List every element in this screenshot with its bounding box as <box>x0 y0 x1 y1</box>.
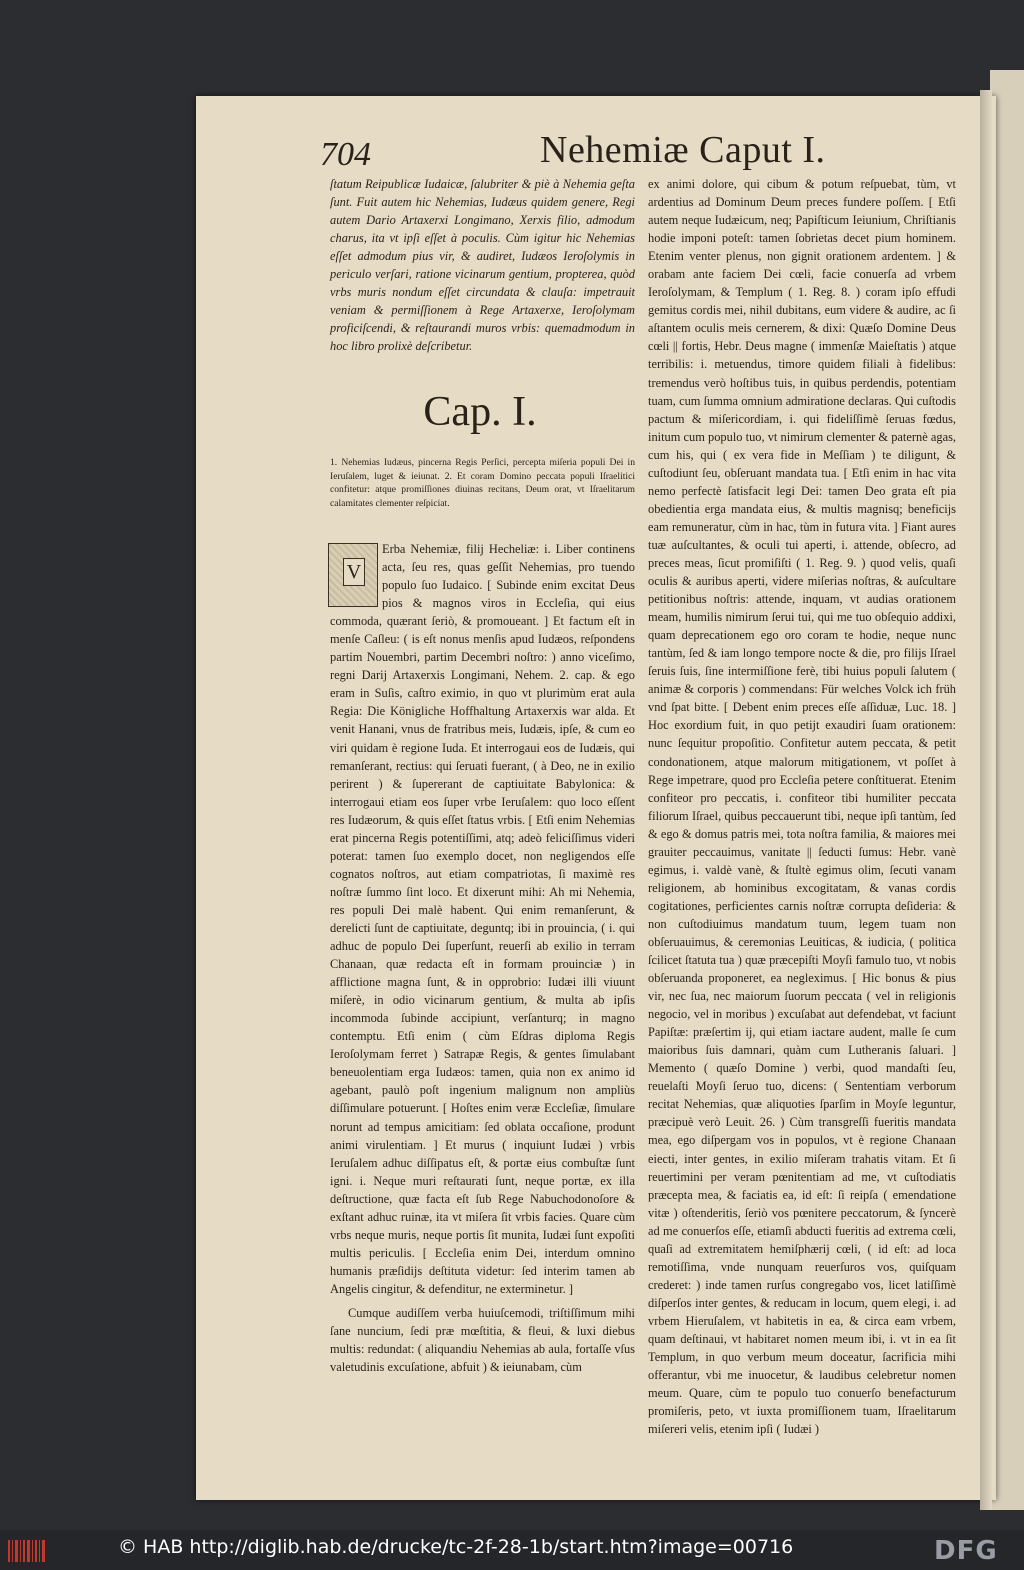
running-title: Nehemiæ Caput I. <box>540 129 826 171</box>
dfg-logo: DFG <box>934 1536 998 1566</box>
right-column-body <box>648 175 956 1438</box>
introduction-text <box>330 175 635 355</box>
body-paragraph: ex animi dolore, qui cibum & potum reſpuebat, tùm, vt ardentius ad Dominum Deum preces fundere poſſem. [ Etſi autem neque Iudæicum, neq; Papiſticum Ieiunium, Chriſtianis hodie imponi poteſt: tamen ſobrietas decet pium hominem. Etenim venter plenus, non gignit orationem ardentem. ] & orabam ante faciem Dei cœli, facie conuerſa ad vrbem Ieroſolymam, & Templum ( 1. Reg. 8. ) coram ipſo effudi gemitus cordis mei, nihil dubitans, eum videre & audire, ac ſi aſtantem oculis meis cernerem, & dixi: Quæſo Domine Deus cœli || fortis, Hebr. Deus magne ( immenſæ Maieſtatis ) atque terribilis: i. metuendus, timore quidem filiali à fidelibus: tremendus verò hoſtibus tuis, in quibus perdendis, potentiam tuam, cum ſumma omnium admiratione declaras. Qui cuſtodis pactum & miſericordiam, i. qui fideliſſimè ſeruas fœdus, initum cum populo tuo, vt nimirum clementer & paternè agas, cum his, qui ( ex vera fide in Meſſiam ) te diligunt, & cuſtodiunt ſeu, obſeruant mandata tua. [ Etſi enim in hac vita nemo perfectè ſatisfacit legi Dei: tamen Deo grata eſt pia obedientia erga mandata eius, & multis magnisq; beneficijs eam remuneratur, cùm in hac, tùm in futura vita. ] Fiant aures tuæ auſcultantes, & oculi tui aperti, i. attende, obſecro, ad preces meas, ſicut promiſiſti ( 1. Reg. 9. ) quod velis, quaſi oculis & auribus aperti, videre miſerias noſtras, & auſcultare petitionibus noſtris: attende, inquam, vt audias orationem meam, humilis nimirum ſerui tui, qui me tuo obſequio addixi, quam deprecationem ego oro coram te hodie, neque nunc tantùm, ſed & iam longo tempore nocte & die, pro filijs Iſrael ſeruis ſuis, ſine intermiſſione ferè, tibi huius populi ſalutem ( animæ & corporis ) commendans: Für welches Volck ich früh vnd ſpat bitte. [ Debent enim preces eſſe aſſiduæ, Luc. 18. ] Hoc exordium fuit, in quo petijt exaudiri ſuam orationem: nunc ſequitur propoſitio. Confitetur autem peccata, & petit condonationem, atque malorum mitigationem, vt poſſet à Rege impetrare, quod pro Eccleſia petere conſtituerat. Etenim confiteor pro peccatis, i. confiteor tibi humiliter peccata filiorum Iſrael, quibus peccauerunt tibi, neque ipſi tantùm, ſed & ego & domus patris mei, tota noſtra familia, & maiores mei grauiter peccauimus, vanitate || ſeducti ſumus: Hebr. vanè egimus, i. valdè vanè, & ſtultè egimus olim, ſecuti vanam religionem, ab hominibus excogitatam, & vanas cordis cogitationes, perficientes carnis noſtræ corrupta deſideria: & non cuſtodiuimus mandatum tuum, legem tuam non obſeruauimus, & ceremonias Leuiticas, & iudicia, ( politica ſcilicet ſtatuta tua ) quæ præcepiſti Moyſi famulo tuo, vt nobis obſeruanda proponeret, ea negleximus. [ Hic bonus & pius vir, nec ſua, nec maiorum ſuorum peccata ( vel in religionis negocio, vel in moribus ) excuſabat aut defendebat, vt faciunt Papiſtæ: præſertim ij, qui etiam iactare audent, malle ſe cum maioribus ſuis damnari, quàm cum Lutheranis ſaluari. ] Memento ( quæſo Domine ) verbi, quod mandaſti ſeu, reuelaſti Moyſi ſeruo tuo, dicens: ( Sententiam verborum recitat Nehemias, quæ aliquoties ſparſim in Moyſe leguntur, præcipuè verò Leuit. 26. ) Cùm transgreſſi fueritis mandata mea, ego diſpergam vos in populos, vt è regione Chanaan eiecti, inter gentes, in exilio miſeram trahatis vitam. Et ſi reuertimini per veram pœnitentiam ad me, vt cuſtodiatis præcepta mea, & faciatis ea, id eſt: ſi reipſa ( emendatione vitæ ) oſtenderitis, ſeriò vos pœnitere peccatorum, & ſyncerè ad me conuerſos eſſe, etiamſi abducti fueritis ad extrema cœli, quaſi ad extremitatem hemiſphærij cœli, ( id eſt: ad loca remotiſſima, vnde nunquam reuerſuros vos, quiſquam crederet: ) inde tamen rurſus congregabo vos, licet latiſſimè diſperſos inter gentes, & reducam in locum, quem elegi, i. ad vrbem Hieruſalem, vt habitetis in ea, & circa eam vrbem, quam deſtinaui, vt habitaret nomen meum ibi, i. vt in ea ſit Templum, in quo verbum meum doceatur, ſacrificia mihi offerantur, vbi me inuocetur, & laudibus celebretur nomen meum. Quare, cùm te populo tuo conuerſo benefacturum promiſeris, peto, vt iuxta promiſſionem tuam, Iſraelitarum miſereri velis, etenim ipſi ( Iudæi ) <box>648 177 956 1437</box>
copyright-url[interactable]: © HAB http://diglib.hab.de/drucke/tc-2f-28-1b/start.htm?image=00716 <box>118 1536 794 1558</box>
decorated-initial <box>328 543 378 607</box>
chapter-heading: Cap. I. <box>423 389 537 435</box>
page-gutter-shadow <box>980 90 992 1510</box>
body-paragraph: Cumque audiſſem verba huiuſcemodi, triſtiſſimum mihi ſane nuncium, ſedi præ mœſtitia, & fleui, & luxi diebus multis: redundat: ( aliquandiu Nehemias ab aula, fortaſſe vſus valetudinis excuſatione, abfuit ) & ieiunabam, cùm <box>330 1305 635 1375</box>
summary-paragraph: 1. Nehemias Iudæus, pincerna Regis Perſici, percepta miſeria populi Dei in Ieruſalem, luget & ieiunat. 2. Et coram Domino peccata populi Iſraelitici confitetur: atque promiſſiones diuinas recitans, Deum orat, vt Iſraelitarum calamitates clementer reſpiciat. <box>330 457 635 510</box>
page-number: 704 <box>320 136 371 173</box>
body-paragraph: Erba Nehemiæ, filij Hecheliæ: i. Liber continens acta, ſeu res, quas geſſit Nehemias, pro tuendo populo ſuo Iudaico. [ Subinde enim excitat Deus pios & magnos viros in Eccleſia, qui eius commoda, quærant ſeriò, & promoueant. ] Et factum eſt in menſe Caſleu: ( is eſt nonus menſis apud Iudæos, reſpondens partim Nouembri, partim Decembri noſtro: ) anno viceſimo, regni Darij Artaxerxis Longimani, Nehem. 2. cap. & ego eram in Suſis, caſtro eximio, in quo vt plurimùm erat aula Regia: Die Königliche Hoffhaltung Artaxerxis war alda. Et venit Hanani, vnus de fratribus meis, Iudæis, ipſe, & cum eo viri quidam è regione Iuda. Et interrogaui eos de Iudæis, qui remanſerant, rectius: qui ſeruati fuerant, ( à Deo, ne in exilio perirent ) & ſupererant de captiuitate Babylonica: & interrogaui etiam eos ſuper vrbe Ieruſalem: quo loco eſſent res Iudæorum, & quis eſſet ſtatus vrbis. [ Etſi enim Nehemias erat pincerna Regis potentiſſimi, atq; adeò feliciſſimus videri poterat: tamen ſuo exemplo docet, non negligendos eſſe cognatos noſtros, aut etiam compatriotas, ſi maximè res noſtræ ſummo ſint loco. Et dixerunt mihi: Ah mi Nehemia, res populi Dei malè habent. Qui enim remanſerunt, & derelicti ſunt de captiuitate, deguntq; ibi in prouincia, ( i. qui adhuc de populo Dei ſuperſunt, reuerſi ab exilio in terram Chanaan, quæ redacta eſt in formam prouinciæ ) in afflictione magna ſunt, & in opprobrio: Iudæi illi viuunt miſerè, in odio vicinarum gentium, & multa ab ipſis incommoda ſubinde accipiunt, verſanturq; in magno contemptu. Etſi enim ( cùm Eſdras diploma Regis Ieroſolymam ferret ) Satrapæ Regis, & gentes ſimulabant beneuolentiam erga Iudæos: tamen, quia non ex animo id agebant, paulò poſt ingenium malignum non ampliùs diſſimulare potuerunt. [ Hoſtes enim veræ Eccleſiæ, ſimulare norunt ad tempus amicitiam: ſed oblata occaſione, produnt animi virulentiam. ] Et murus ( inquiunt Iudæi ) vrbis Ieruſalem adhuc diſſipatus eſt, & portæ eius combuſtæ ſunt igni. i. Neque muri reſtaurati ſunt, neque portæ, ex illa deſtructione, quæ facta eſt ſub Rege Nabuchodonoſore & exſtant adhuc ruinæ, ita vt miſera ſit vrbis facies. Quare cùm vrbs neque muris, neque portis ſit munita, Iudæi ſunt expoſiti multis periculis. [ Eccleſia enim Dei, interdum omnino humanis præſidijs deſtituta videtur: ſed interim tamen ab Angelis cingitur, & defenditur, ne exterminetur. ] <box>330 542 635 1296</box>
left-column-body <box>330 540 635 1376</box>
viewer-footer <box>0 1530 1024 1570</box>
running-head <box>320 128 840 178</box>
introduction-paragraph: ſtatum Reipublicæ Iudaicæ, ſalubriter & piè à Nehemia geſta ſunt. Fuit autem hic Nehemias, Iudæus quidem genere, Regi autem Dario Artaxerxi Longimano, Xerxis filio, admodum charus, ita vt ipſi eſſet à poculis. Cùm igitur hic Nehemias eſſet admodum pius vir, & audiret, Iudæos Ieroſolymis in periculo verſari, ratione vicinarum gentium, propterea, quòd vrbs muris nondum eſſet circundata & clauſa: impetrauit veniam & permiſſionem à Rege Artaxerxe, Ieroſolymam proficiſcendi, & reſtaurandi muros vrbis: quemadmodum in hoc libro prolixè deſcribetur. <box>330 177 635 354</box>
chapter-summary <box>330 456 635 511</box>
barcode-icon <box>8 1540 46 1562</box>
initial-letter: V <box>343 558 365 586</box>
